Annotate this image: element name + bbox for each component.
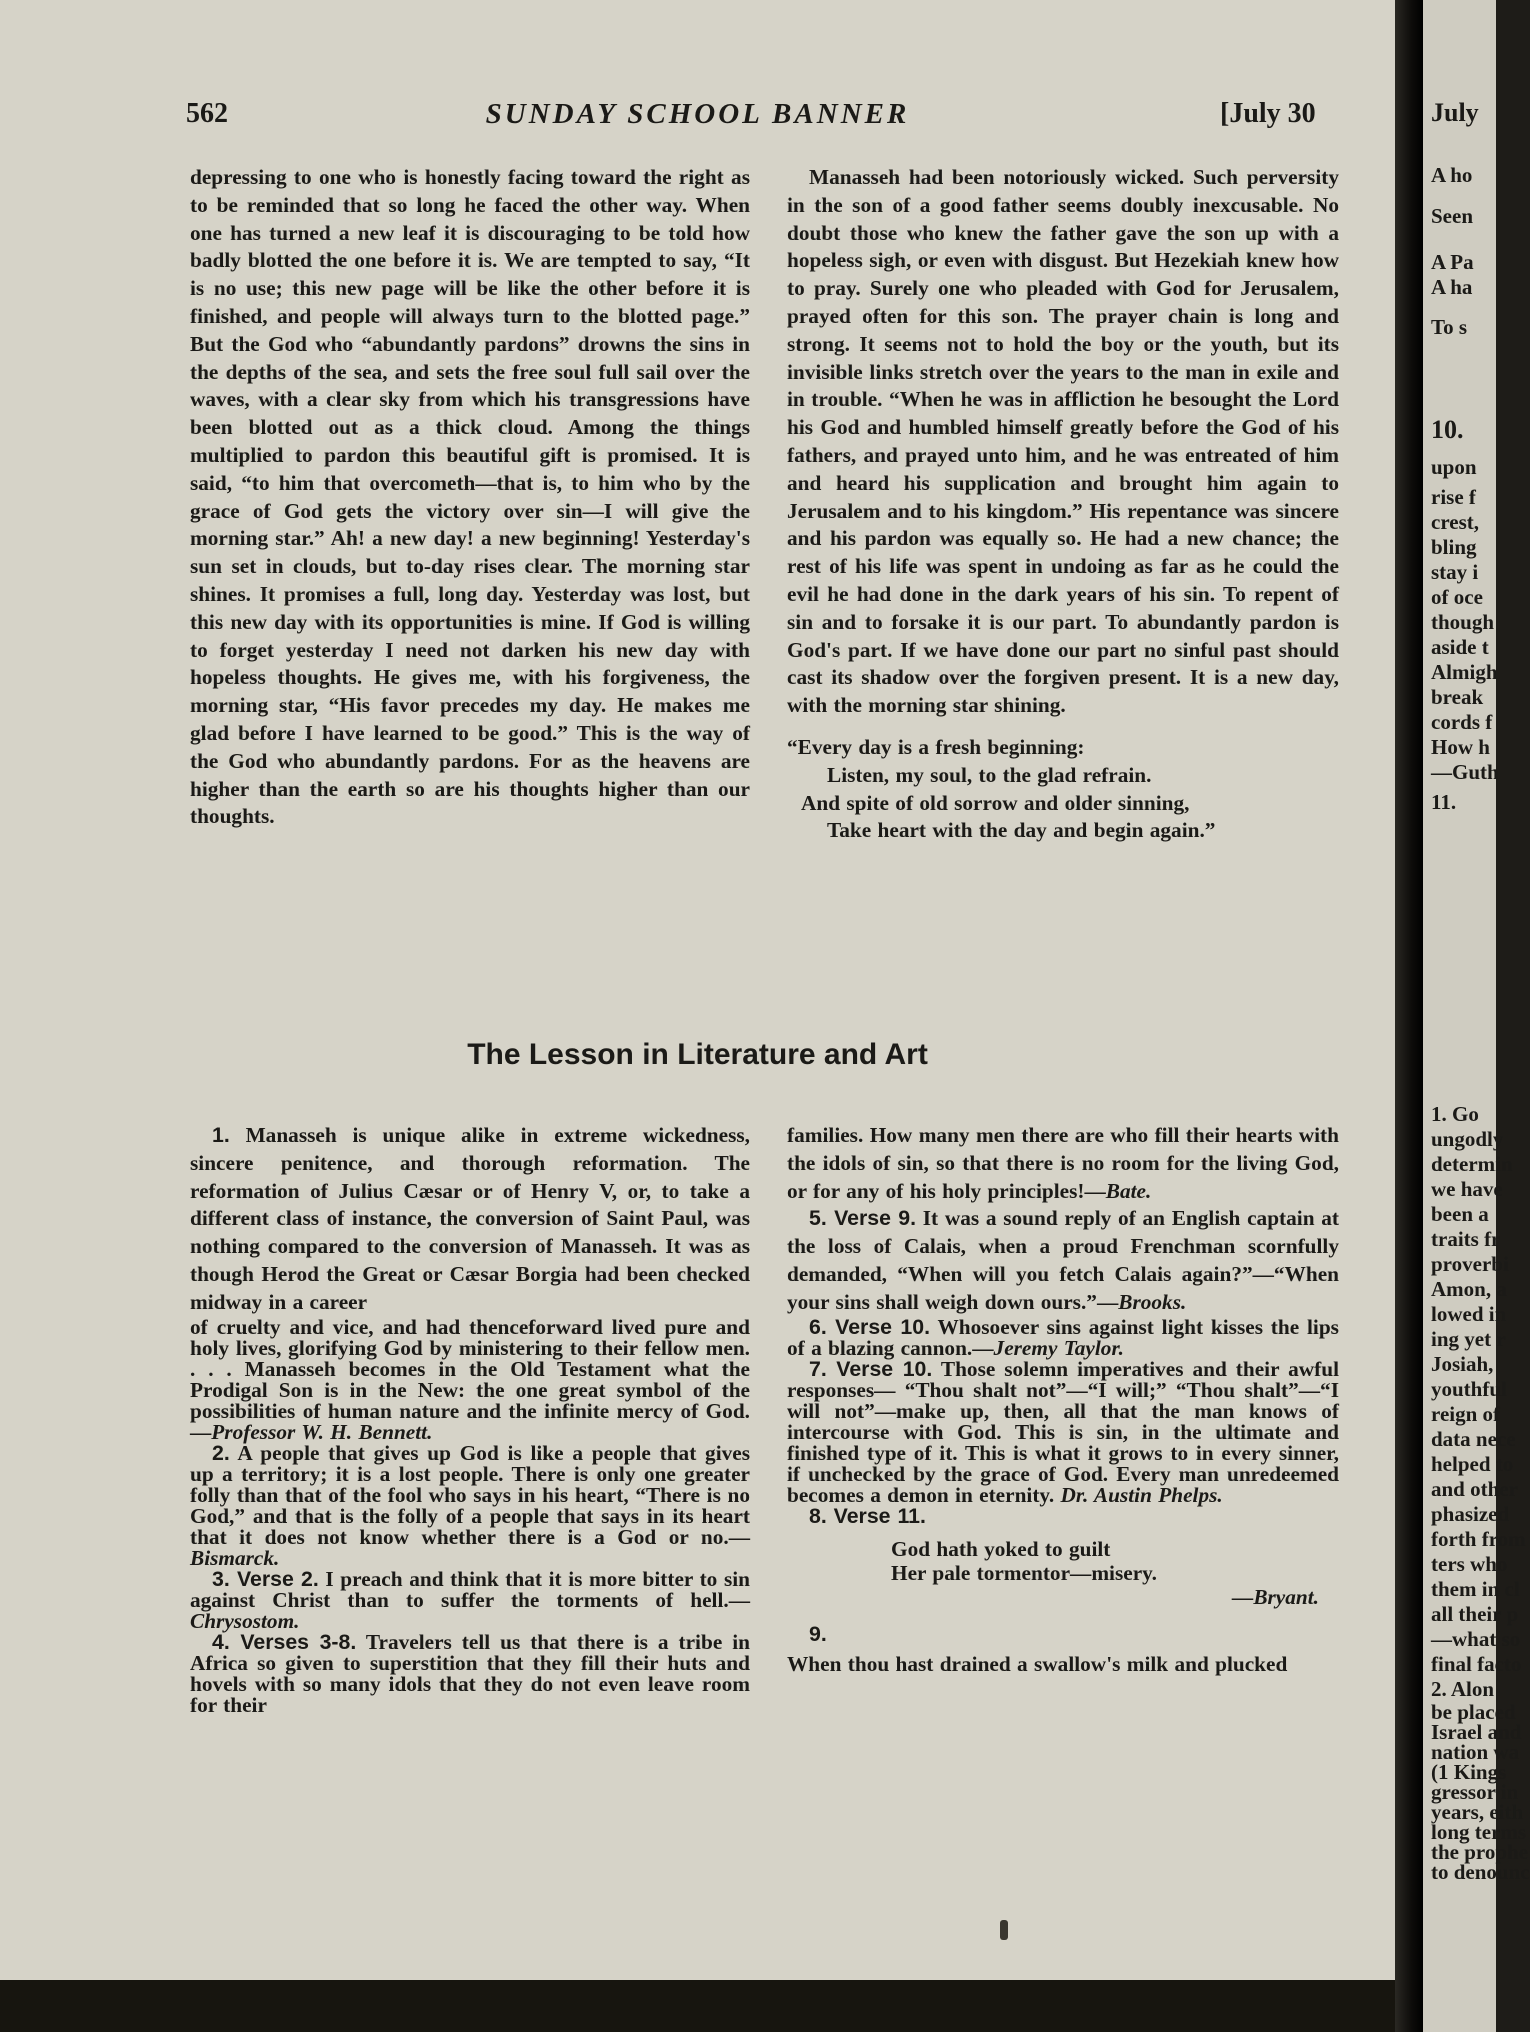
next-page-fragment: and other — [1431, 1477, 1518, 1501]
next-page-fragment: lowed in — [1431, 1302, 1507, 1326]
poem-line: And spite of old sorrow and older sinning, — [801, 790, 1190, 815]
tight-block — [190, 1314, 750, 1717]
next-page-fragment: data nece — [1431, 1427, 1516, 1451]
attribution: Bate. — [1105, 1178, 1152, 1203]
next-page-fragment: Seen — [1431, 204, 1473, 228]
item-text: Those solemn imperatives and their awful responses— “Thou shalt not”—“I will;” “Thou shalt”—“I will not”—make up, then, all that the man knows of intercourse with God. This is sin, in the ultimate and finished type of it. This is what it grows to in every sinner, if unchecked by the grace of God. Every man unredeemed becomes a demon in eternity. — [787, 1356, 1339, 1507]
item-5 — [787, 1205, 1339, 1316]
next-page-fragment: years, eith — [1431, 1800, 1524, 1824]
lower-left-column — [190, 1122, 750, 1716]
next-page-fragment: though — [1431, 610, 1495, 634]
upper-right-paragraph: Manasseh had been notoriously wicked. Such perversity in the son of a good father seems doubly inexcusable. No doubt those who knew the father gave the son up with a hopeless sigh, or even with disgust. But Hezekiah knew how to pray. Surely one who pleaded with God for Jerusalem, prayed often for this son. The prayer chain is long and strong. It seems not to hold the boy or the youth, but its invisible links stretch over the years to the man in exile and in trouble. “When he was in affliction he besought the Lord his God and humbled himself greatly before the God of his fathers, and prayed unto him, and he was entreated of him and heard his supplication and brought him again to Jerusalem and to his kingdom.” His repentance was sincere and his pardon was equally so. He had a new chance; the rest of his life was spent in undoing as far as he could the evil he had done in the dark years of his sin. To repent of sin and to forsake it is our part. To abundantly pardon is God's part. If we have done our part no sinful past should cast its shadow over the forgiven present. It is a new day, with the morning star shining. — [787, 165, 1339, 718]
next-page-fragment: all their p — [1431, 1602, 1519, 1626]
item-text: Manasseh is unique alike in extreme wickedness, sincere penitence, and thorough reformation. The reformation of Julius Cæsar or of Henry V, or, to take a different class of instance, the conversion of Saint Paul, was nothing compared to the conversion of Manasseh. It was as though Herod the Great or Cæsar Borgia had been checked midway in a career — [190, 1123, 751, 1314]
next-page-fragment: bling — [1431, 535, 1477, 559]
page-number: 562 — [186, 98, 228, 129]
next-page-fragment: How h — [1431, 735, 1490, 759]
attribution: Jeremy Taylor. — [993, 1335, 1124, 1360]
item-2 — [190, 1440, 750, 1570]
next-page-fragment: ters who — [1431, 1552, 1508, 1576]
next-page-fragment: of oce — [1431, 585, 1483, 609]
page-bottom-shadow — [0, 1980, 1395, 2032]
book-gutter — [1395, 0, 1423, 2032]
attribution: —Bryant. — [1232, 1584, 1319, 1609]
next-page-fragment: cords f — [1431, 710, 1493, 734]
next-page-fragment: phasized — [1431, 1502, 1510, 1526]
next-page-fragment: we have — [1431, 1177, 1503, 1201]
next-page-fragment: ungodly — [1431, 1127, 1504, 1151]
attribution: Brooks. — [1118, 1289, 1187, 1314]
item-1-continued — [190, 1314, 750, 1444]
item-6 — [787, 1314, 1339, 1360]
item-text: It was a sound reply of an English captain at the loss of Calais, when a proud Frenchman scornfully demanded, “When will you fetch Calais again?”—“When your sins shall weigh down ours.”— — [787, 1206, 1339, 1314]
verse-label: 7. Verse 10. — [809, 1356, 933, 1381]
item-text: of cruelty and vice, and had thenceforward lived pure and holy lives, glorifying God by ministering to their fellow men. . . . Manasseh becomes in the Old Testament what the Prodigal Son is in the New: the one great symbol of the possibilities of human nature and the infinite mercy of God.— — [190, 1314, 750, 1444]
next-page-fragment: long terms — [1431, 1820, 1527, 1844]
next-page-fragment: To s — [1431, 315, 1468, 339]
next-page-fragment: proverbi — [1431, 1252, 1509, 1276]
verse-label: 5. Verse 9. — [809, 1206, 916, 1231]
next-page-fragment: gressor in — [1431, 1780, 1519, 1804]
next-page-fragment: A ho — [1431, 163, 1473, 187]
next-page-fragment: July — [1431, 98, 1479, 127]
header-date: [July 30 — [1220, 98, 1316, 129]
item-8-quote — [787, 1537, 1339, 1609]
next-page-fragment: A Pa — [1431, 250, 1474, 274]
verse-label: 4. Verses 3-8. — [212, 1629, 357, 1654]
upper-left-paragraph: depressing to one who is honestly facing toward the right as to be reminded that so long he faced the other way. When one has turned a new leaf it is discouraging to be told how badly blotted the one before it is. We are tempted to say, “It is no use; this new page will be like the other before it is finished, and people will always turn to the blotted page.” But the God who “abundantly pardons” drowns the sins in the depths of the sea, and sets the free soul full sail over the waves, with a clear sky from which his transgressions have been blotted out as a thick cloud. Among the things multiplied to pardon this beautiful gift is promised. It is said, “to him that overcometh—that is, to him who by the grace of God gets the victory over sin—I will give the morning star.” Ah! a new day! a new beginning! Yesterday's sun set in clouds, but to-day rises clear. The morning star shines. It promises a full, long day. Yesterday was lost, but this new day with its opportunities is mine. If God is willing to forget yesterday I need not darken his new day with hopeless thoughts. He gives me, with his forgiveness, the morning star, “His favor precedes my day. He makes me glad before I have learned to be good.” This is the way of the God who abundantly pardons. For as the heavens are higher than the earth so are his thoughts higher than our thoughts. — [190, 165, 750, 829]
next-page-edge — [1423, 0, 1530, 2032]
next-page-fragment: the prophe — [1431, 1840, 1529, 1864]
quote-line: God hath yoked to guilt — [891, 1536, 1111, 1561]
item-text: Whosoever sins against light kisses the lips of a blazing cannon.— — [787, 1314, 1339, 1360]
next-page-fragment: 11. — [1431, 790, 1457, 814]
next-page-fragment: 2. Alon — [1431, 1677, 1495, 1701]
next-page-fragment: to denounc — [1431, 1860, 1530, 1884]
next-page-fragment: —what so — [1431, 1627, 1521, 1651]
item-3 — [190, 1566, 750, 1633]
quote-line: Her pale tormentor—misery. — [891, 1560, 1157, 1585]
tight-block — [787, 1314, 1339, 1528]
poem-line: “Every day is a fresh beginning: — [787, 734, 1085, 759]
poem-line: Take heart with the day and begin again.” — [827, 818, 1216, 843]
lower-right-column — [787, 1122, 1339, 1676]
next-page-fragment: forth from — [1431, 1527, 1526, 1551]
item-4 — [190, 1629, 750, 1717]
item-8 — [787, 1503, 1339, 1528]
item-text: A people that gives up God is like a people that gives up a territory; it is a lost people. There is only one greater folly than that of the fool who says in his heart, “There is no God,” and that is the folly of a people that says in its heart that it does not know whether there is a God or no.— — [190, 1440, 750, 1549]
next-page-fragment: 10. — [1431, 415, 1464, 444]
next-page-fragment: rise f — [1431, 485, 1476, 509]
next-page-fragment: be placed — [1431, 1700, 1516, 1724]
item-4-continued — [787, 1122, 1339, 1205]
item-1 — [190, 1122, 750, 1317]
item-text: I preach and think that it is more bitter to sin against Christ than to suffer the torments of hell.— — [190, 1566, 750, 1612]
item-number: 1. — [212, 1123, 230, 1147]
next-page-fragment: 1. Go — [1431, 1102, 1479, 1126]
poem-line: Listen, my soul, to the glad refrain. — [827, 762, 1152, 787]
attribution: Bismarck. — [190, 1545, 280, 1570]
next-page-fragment: reign of — [1431, 1402, 1501, 1426]
next-page-fragment: helped to — [1431, 1452, 1514, 1476]
next-page-fragment: youthful — [1431, 1377, 1507, 1401]
verse-label: 3. Verse 2. — [212, 1566, 319, 1591]
attribution: Dr. Austin Phelps. — [1060, 1482, 1223, 1507]
next-page-fragment: them in cl — [1431, 1577, 1520, 1601]
next-page-fragment: crest, — [1431, 510, 1479, 534]
item-9-text: When thou hast drained a swallow's milk and plucked — [787, 1652, 1288, 1677]
next-page-fragment: —Guth — [1431, 760, 1499, 784]
item-number: 2. — [212, 1440, 230, 1465]
next-page-fragment: traits fr — [1431, 1227, 1501, 1251]
next-page-fragment: final facto — [1431, 1652, 1522, 1676]
attribution: Professor W. H. Bennett. — [211, 1419, 433, 1444]
next-page-fragment: been a — [1431, 1202, 1489, 1226]
next-page-fragment: Israel and — [1431, 1720, 1522, 1744]
item-text: families. How many men there are who fill their hearts with the idols of sin, so that there is no room for the living God, or for any of his holy principles!— — [787, 1123, 1339, 1203]
running-title: SUNDAY SCHOOL BANNER — [485, 98, 910, 130]
next-page-fragment: stay i — [1431, 560, 1479, 584]
item-number: 9. — [809, 1621, 827, 1646]
next-page-fragment: A ha — [1431, 275, 1473, 299]
print-blemish — [1000, 1920, 1008, 1940]
item-7 — [787, 1356, 1339, 1507]
upper-right-column — [787, 164, 1339, 845]
item-9-number — [787, 1621, 1339, 1649]
next-page-fragment: ing yet r — [1431, 1327, 1506, 1351]
next-page-fragment: upon — [1431, 455, 1477, 479]
verse-label: 8. Verse 11. — [809, 1503, 926, 1528]
next-page-fragment: determin — [1431, 1152, 1513, 1176]
poem — [787, 734, 1339, 845]
next-page-fragment: break — [1431, 685, 1484, 709]
next-page-fragment: Josiah, — [1431, 1352, 1494, 1376]
verse-label: 6. Verse 10. — [809, 1314, 931, 1339]
next-page-fragment: Amon, a — [1431, 1277, 1507, 1301]
item-text: Travelers tell us that there is a tribe in Africa so given to superstition that they fill their huts and hovels with so many idols that they do not even leave room for their — [190, 1629, 750, 1717]
upper-left-column — [190, 164, 750, 831]
next-page-fragment: aside t — [1431, 635, 1489, 659]
next-page-fragment: nation wa — [1431, 1740, 1520, 1764]
next-page-fragment: (1 Kings — [1431, 1760, 1507, 1784]
next-page-fragment: Almigh — [1431, 660, 1498, 684]
attribution: Chrysostom. — [190, 1608, 300, 1633]
section-heading: The Lesson in Literature and Art — [467, 1038, 928, 1071]
